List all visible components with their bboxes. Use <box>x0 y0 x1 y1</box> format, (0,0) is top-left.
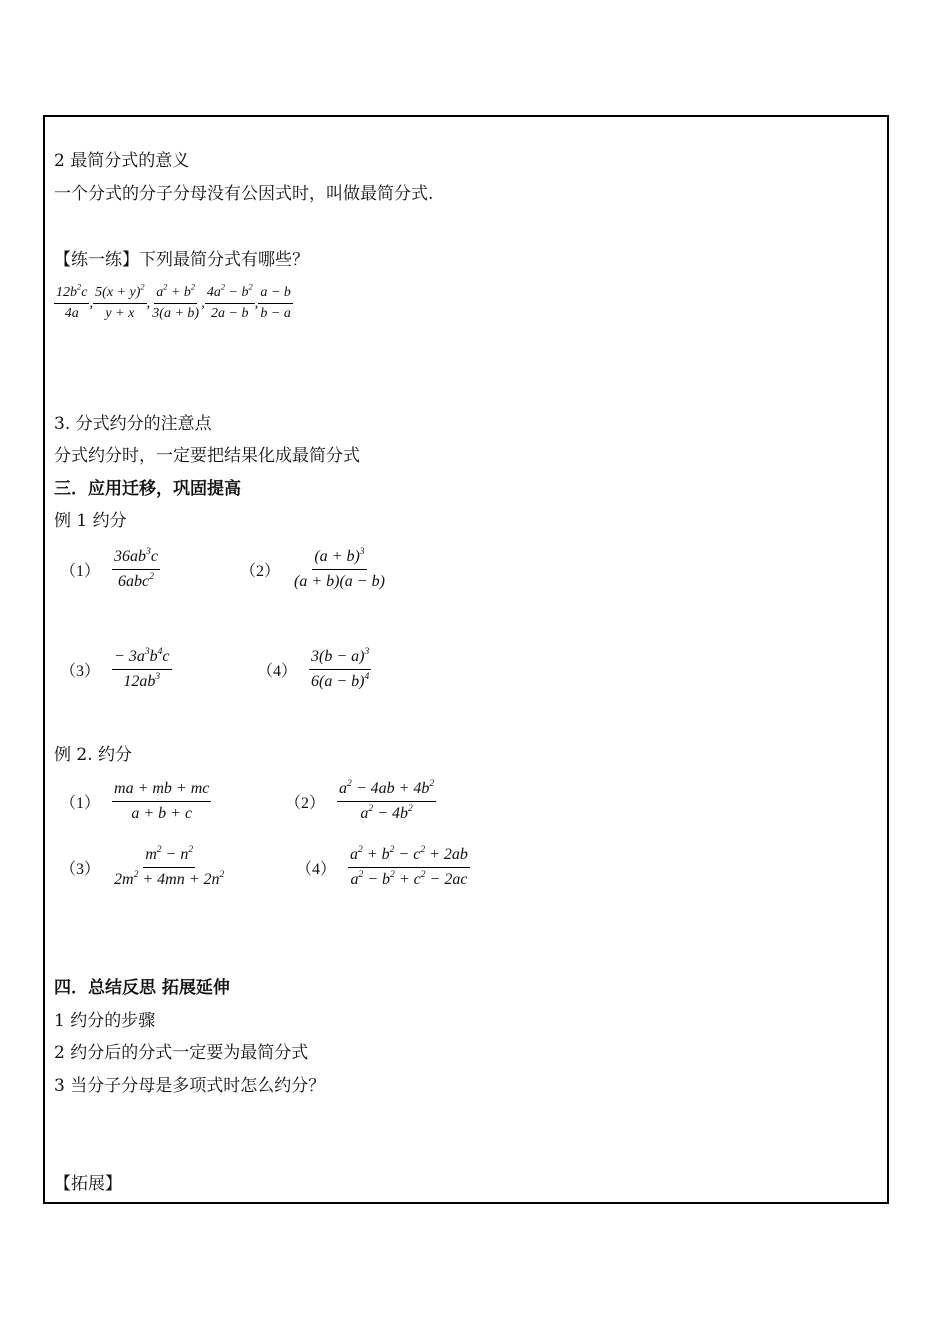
section2-definition: 一个分式的分子分母没有公因式时，叫做最简分式. <box>54 184 434 204</box>
practice-fraction-1: $\frac{12b^2c}{4a}$ <box>56 282 88 321</box>
part4-title: 四．总结反思 拓展延伸 <box>54 978 230 998</box>
example1-problem-1: （1） $\frac{36ab^3c}{6abc^2}$ <box>60 545 158 590</box>
example2-problem-2: （2） $\frac{a^2 - 4ab + 4b^2}{a^2 - 4b^2}$ <box>285 777 435 822</box>
example1-problem-3: （3） $\frac{- 3a^3b^4c}{12ab^3}$ <box>60 645 170 690</box>
problem-label: （3） <box>60 663 101 680</box>
practice-fraction-2: $\frac{5(x + y)^2}{y + x}$ <box>95 282 145 321</box>
extension-label: 【拓展】 <box>54 1174 122 1194</box>
practice-fraction-4: $\frac{4a^2 - b^2}{2a - b}$ <box>206 282 253 321</box>
part4-item-3: 3 当分子分母是多项式时怎么约分？ <box>54 1076 326 1096</box>
example1-problem-4: （4） $\frac{3(b - a)^3}{6(a - b)^4}$ <box>257 645 370 690</box>
part4-item-2: 2 约分后的分式一定要为最简分式 <box>54 1043 309 1063</box>
example2-problem-4: （4） $\frac{a^2 + b^2 - c^2 + 2ab}{a^2 - b^2 + c^2 - 2ac}$ <box>296 843 468 888</box>
example2-problem-3: （3） $\frac{m^2 - n^2}{2m^2 + 4mn + 2n^2}$ <box>60 843 225 888</box>
practice-fraction-list: $\frac{12b^2c}{4a}$ , $\frac{5(x + y)^2}{y + x}$ , $\frac{a^2 + b^2}{3(a + b)}$ , $\frac{4a^2 - b^2}{2a - b}$ , $\frac{a - b}{b - a}$ <box>56 282 291 321</box>
example2-title: 例 2. 约分 <box>54 745 133 765</box>
example1-title: 例 1 约分 <box>54 511 127 531</box>
section3-heading: 3. 分式约分的注意点 <box>54 414 212 434</box>
example1-problem-2: （2） $\frac{(a + b)^3}{(a + b)(a - b)}$ <box>240 545 385 590</box>
section3-note: 分式约分时，一定要把结果化成最简分式 <box>54 446 360 466</box>
section2-heading: 2 最简分式的意义 <box>54 151 190 171</box>
problem-label: （2） <box>285 795 326 812</box>
practice-fraction-5: $\frac{a - b}{b - a}$ <box>260 285 291 321</box>
problem-label: （2） <box>240 563 281 580</box>
problem-label: （4） <box>296 861 337 878</box>
problem-label: （1） <box>60 795 101 812</box>
practice-fraction-3: $\frac{a^2 + b^2}{3(a + b)}$ <box>152 282 200 321</box>
part3-title: 三．应用迁移，巩固提高 <box>54 479 241 499</box>
problem-label: （1） <box>60 563 101 580</box>
problem-label: （3） <box>60 861 101 878</box>
practice-prompt: 【练一练】下列最简分式有哪些？ <box>54 250 309 270</box>
problem-label: （4） <box>257 663 298 680</box>
example2-problem-1: （1） $\frac{ma + mb + mc}{a + b + c}$ <box>60 780 210 822</box>
part4-item-1: 1 约分的步骤 <box>54 1011 156 1031</box>
